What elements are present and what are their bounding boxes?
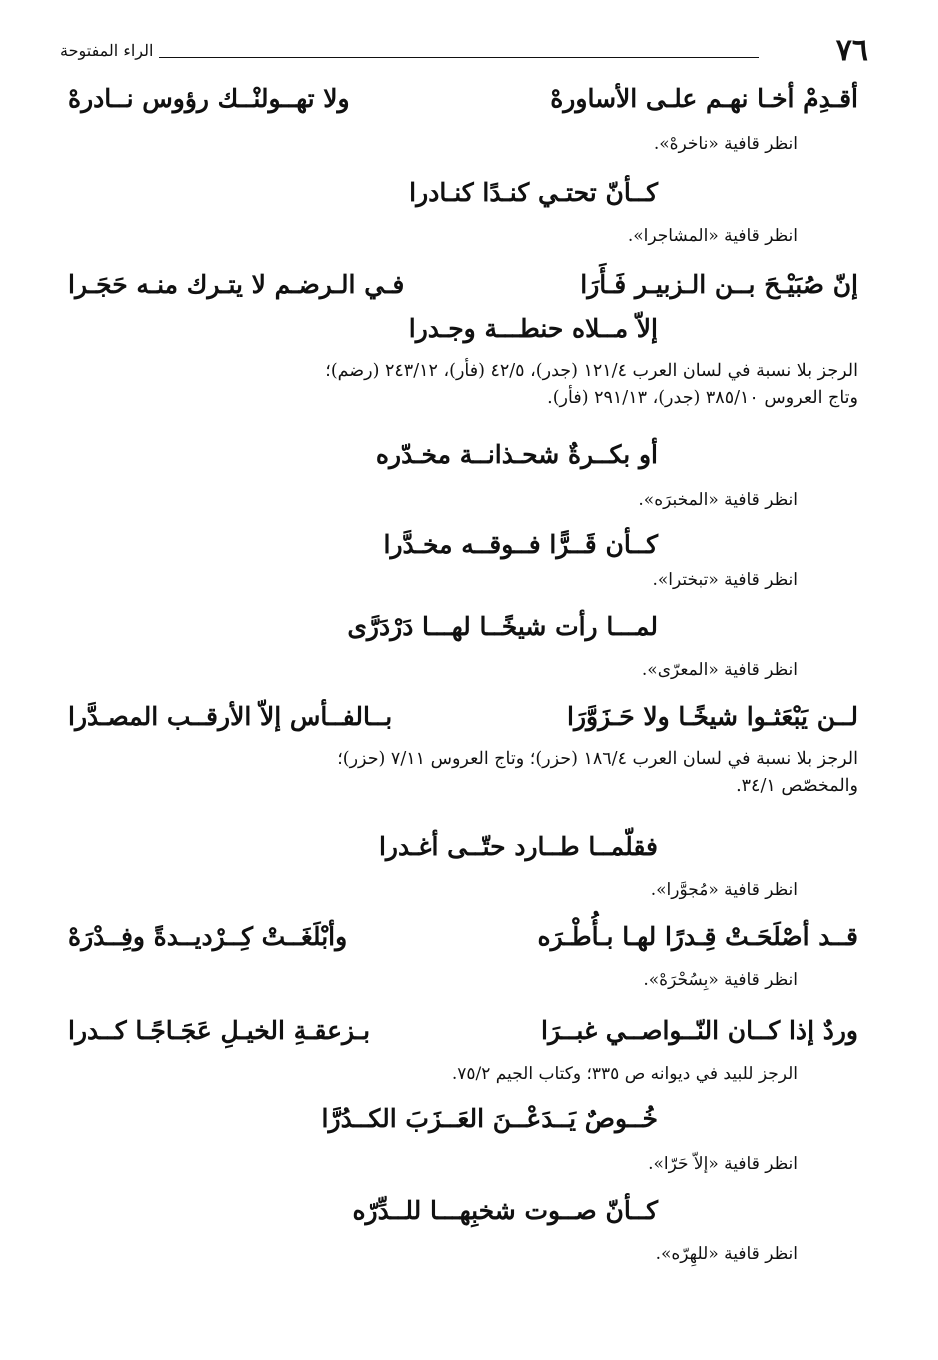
verse-line: [68, 1016, 858, 1046]
hemistich-first: قــد أصْلَحَـتْ قِـدرًا لهـا بـأُطْـرَه: [537, 922, 858, 951]
verse-line: [68, 84, 858, 114]
hemistich-second: فـي الـرضـم لا يتـرك منـه حَجَـرا: [68, 270, 405, 299]
source-note: [68, 358, 858, 412]
source-note-line: وتاج العروس ٣٨٥/١٠ (جدر)، ٢٩١/١٣ (فأر).: [547, 388, 858, 409]
verse-line: كــأنّ صــوت شخبِهـــا للــدِّرّه: [352, 1196, 658, 1225]
verse-line: لمـــا رأت شيخًــا لهـــا دَرْدَرَّى: [347, 612, 658, 641]
hemistich-second: بـزعقـةِ الخيـلِ عَجَـاجًـا كــدرا: [68, 1016, 371, 1045]
hemistich-first: أقـدِمْ أخـا نهـم علـى الأساورهْ: [550, 84, 858, 113]
verse-line: أو بكــرةٌ شحـذانــة مخـدّره: [375, 440, 658, 469]
hemistich-first: وردٌ إذا كــان النّــواصــي غبــرَا: [541, 1016, 858, 1045]
cross-reference: انظر قافية «مُجوَّرا».: [650, 880, 798, 900]
source-note-line: والمخصّص ٣٤/١.: [736, 776, 858, 797]
cross-reference: انظر قافية «للهِرّه».: [655, 1244, 798, 1264]
verse-line: خُــوصٌ يَــدَعْــنَ العَــزَبَ الكــدُرَّا: [321, 1104, 658, 1133]
cross-reference: انظر قافية «المخبرَه».: [638, 490, 798, 510]
page-header: [60, 30, 868, 70]
source-note: [68, 746, 858, 800]
cross-reference: انظر قافية «تبخترا».: [652, 570, 798, 590]
hemistich-second: وأبْلَغَــتْ كِــرْديــدةً وفِــدْرَهْ: [68, 922, 348, 951]
page-number: ٧٦: [835, 32, 868, 68]
verse-line: إلاّ مــلاه حنطـــة وجـدرا: [408, 314, 658, 343]
source-note-line: الرجز بلا نسبة في لسان العرب ١٢١/٤ (جدر)، ٤٢/٥ (فأر)، ٢٤٣/١٢ (رضم)؛: [325, 361, 858, 381]
hemistich-second: ولا تهــولنْــك رؤوس نــادرهْ: [68, 84, 350, 113]
hemistich-first: لــن يَبْعَثـوا شيخًـا ولا حَـزَوَّرَا: [567, 702, 858, 731]
verse-line: فقلّمــا طــارد حتّــى أغـدرا: [378, 832, 658, 861]
cross-reference: انظر قافية «ناخرهْ».: [653, 134, 798, 154]
cross-reference: انظر قافية «المعرّى».: [641, 660, 798, 680]
verse-line: كــأنّ تحتـي كنـدًا كنـادرا: [409, 178, 658, 207]
verse-line: كــأن قَــرًّا فــوقــه مخـدَّرا: [383, 530, 658, 559]
cross-reference: انظر قافية «بِسُحْرَهْ».: [643, 970, 798, 990]
source-note-line: الرجز بلا نسبة في لسان العرب ١٨٦/٤ (حزر)؛ وتاج العروس ٧/١١ (حزر)؛: [337, 749, 858, 769]
hemistich-first: إنّ صُبَيْـحَ بــن الـزبيـر فَـأَرَا: [580, 270, 858, 299]
header-rule: [159, 57, 759, 58]
running-title: الراء المفتوحة: [60, 40, 154, 60]
cross-reference: انظر قافية «إلاّ حَرّا».: [648, 1154, 798, 1174]
cross-reference: انظر قافية «المشاجرا».: [627, 226, 798, 246]
source-note: الرجز للبيد في ديوانه ص ٣٣٥؛ وكتاب الجيم ٧٥/٢.: [451, 1064, 798, 1084]
running-header: [60, 41, 759, 60]
verse-line: [68, 922, 858, 952]
hemistich-second: بــالفــأس إلاّ الأرقــب المصـدَّرا: [68, 702, 393, 731]
verse-line: [68, 270, 858, 300]
verse-line: [68, 702, 858, 732]
